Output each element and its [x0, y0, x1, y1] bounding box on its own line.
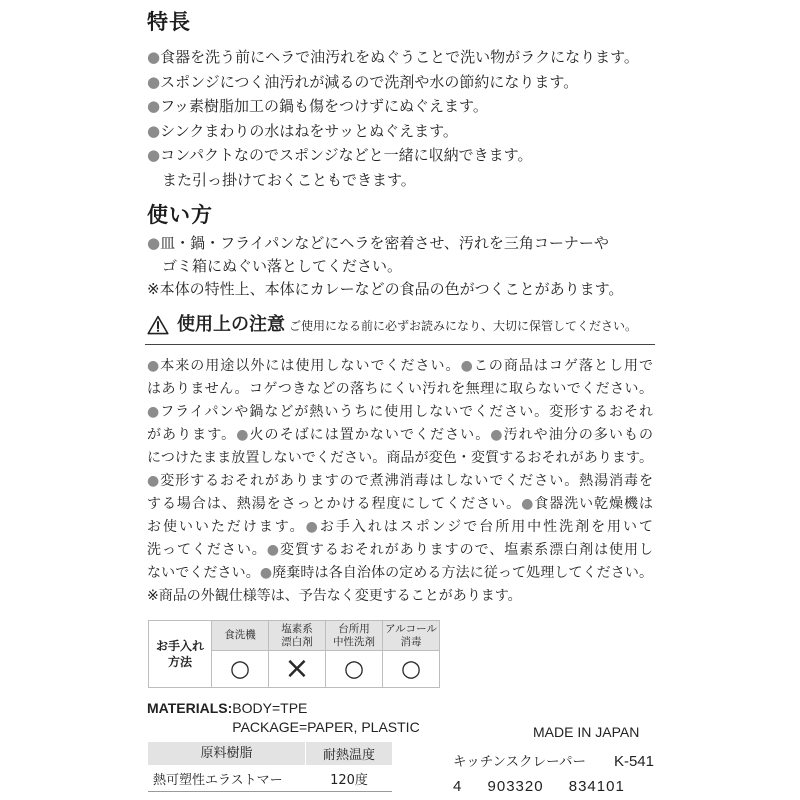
- feature-item: ●スポンジにつく油汚れが減るので洗剤や水の節約になります。: [147, 72, 579, 91]
- care-mark: ○: [229, 655, 251, 682]
- feature-item: ●コンパクトなのでスポンジなどと一緒に収納できます。: [147, 146, 533, 165]
- bullet-icon: ●: [236, 426, 250, 443]
- care-column-label: 塩素系: [281, 622, 313, 635]
- care-column-header: [383, 621, 439, 651]
- care-column-alcohol-disinfection: [383, 621, 439, 687]
- spec-table: [148, 742, 392, 792]
- materials: [147, 699, 420, 737]
- bullet-icon: ●: [147, 472, 161, 489]
- caution-line: 洗ってください。●変質するおそれがありますので、塩素系漂白剤は使用し: [147, 541, 654, 558]
- warning-triangle-icon: [147, 315, 169, 335]
- bullet-icon: ●: [147, 146, 161, 165]
- bullet-icon: ●: [147, 233, 161, 252]
- caution-line: はありません。コゲつきなどの落ちにくい汚れを無理に取らないでください。: [147, 380, 653, 397]
- caution-line: があります。●火のそばには置かないでください。●汚れや油分の多いもの: [147, 426, 654, 443]
- bullet-icon: ●: [147, 48, 161, 66]
- spec-table-header: [148, 742, 392, 765]
- usage-list: [147, 232, 623, 301]
- country-of-origin: MADE IN JAPAN: [533, 724, 640, 740]
- product-info: [453, 753, 654, 771]
- product-name: キッチンスクレーパー: [453, 754, 586, 770]
- care-column-neutral-detergent: [326, 621, 383, 687]
- materials-label: MATERIALS:: [147, 699, 233, 716]
- spec-cell-resin: 熱可塑性エラストマー: [153, 772, 283, 788]
- care-label-line: お手入れ: [155, 639, 204, 653]
- care-column-label: 漂白剤: [281, 635, 313, 648]
- bullet-icon: ●: [147, 403, 161, 420]
- caution-line: ないでください。●廃棄時は各自治体の定める方法に従って処理してください。: [147, 564, 654, 581]
- bullet-icon: ●: [460, 357, 474, 374]
- caution-title: 使用上の注意: [177, 314, 285, 335]
- care-column-dishwasher: [212, 621, 269, 687]
- care-method-table: [148, 620, 440, 688]
- caution-line: ●フライパンや鍋などが熱いうちに使用しないでください。変形するおそれ: [147, 403, 653, 420]
- bullet-icon: ●: [259, 564, 273, 581]
- bullet-icon: ●: [147, 357, 161, 374]
- care-column-header: [212, 621, 268, 651]
- care-column-header: [269, 621, 325, 651]
- bullet-icon: ●: [305, 518, 320, 535]
- features-list: [147, 45, 639, 193]
- caution-line: ●本来の用途以外には使用しないでください。●この商品はコゲ落とし用で: [147, 357, 653, 374]
- bullet-icon: ●: [147, 72, 161, 91]
- care-column-chlorine-bleach: [269, 621, 326, 687]
- caution-line: お使いいただけます。●お手入れはスポンジで台所用中性洗剤を用いて: [147, 518, 653, 535]
- care-column-label: 消毒: [400, 635, 422, 648]
- caution-header: [147, 313, 637, 337]
- spec-header-heat-resistance: 耐熱温度: [322, 748, 375, 763]
- care-column-label: 台所用: [338, 622, 370, 635]
- usage-title: 使い方: [147, 203, 213, 227]
- caution-line: につけたまま放置しないでください。商品が変色・変質するおそれがあります。: [147, 449, 653, 466]
- features-title: 特長: [147, 10, 191, 34]
- bullet-icon: ●: [147, 121, 161, 140]
- caution-line: ※商品の外観仕様等は、予告なく変更することがあります。: [147, 587, 522, 604]
- care-method-label: [149, 621, 212, 687]
- bullet-icon: ●: [266, 541, 280, 558]
- feature-item: ●フッ素樹脂加工の鍋も傷をつけずにぬぐえます。: [147, 97, 488, 116]
- feature-item: ●食器を洗う前にヘラで油汚れをぬぐうことで洗い物がラクになります。: [147, 48, 639, 66]
- spec-cell-heat-resistance: 120度: [330, 772, 368, 788]
- care-mark: ○: [400, 655, 422, 682]
- care-column-label: 食洗機: [224, 629, 256, 641]
- care-mark: ○: [343, 655, 365, 682]
- spec-header-resin: 原料樹脂: [148, 742, 306, 765]
- materials-package: PACKAGE=PAPER, PLASTIC: [232, 718, 420, 735]
- usage-item-continuation: ゴミ箱にぬぐい落としてください。: [162, 256, 403, 275]
- caution-text: [147, 355, 653, 608]
- caution-divider: [145, 344, 655, 345]
- feature-item-continuation: また引っ掛けておくこともできます。: [162, 170, 416, 189]
- care-column-label: 中性洗剤: [333, 635, 375, 648]
- care-mark: ×: [284, 651, 310, 686]
- caution-line: ●変形するおそれがありますので煮沸消毒はしないでください。熱湯消毒を: [147, 472, 654, 489]
- bullet-icon: ●: [490, 426, 504, 443]
- jan-code-number: 4 903320 834101: [453, 778, 625, 795]
- caution-line: する場合は、熱湯をさっとかける程度にしてください。●食器洗い乾燥機は: [147, 495, 654, 512]
- bullet-icon: ●: [147, 97, 161, 116]
- usage-item: ●皿・鍋・フライパンなどにヘラを密着させ、汚れを三角コーナーや: [147, 233, 609, 252]
- care-column-label: アルコール: [385, 622, 437, 635]
- materials-body: BODY=TPE: [232, 699, 308, 716]
- care-label-line: 方法: [167, 655, 192, 669]
- product-model-number: K-541: [613, 753, 654, 770]
- caution-subtitle: ご使用になる前に必ずお読みになり、大切に保管してください。: [289, 319, 638, 333]
- care-column-header: [326, 621, 382, 651]
- bullet-icon: ●: [521, 495, 535, 512]
- table-row: [148, 765, 392, 792]
- usage-note: ※本体の特性上、本体にカレーなどの食品の色がつくことがあります。: [147, 279, 624, 298]
- feature-item: ●シンクまわりの水はねをサッとぬぐえます。: [147, 121, 458, 140]
